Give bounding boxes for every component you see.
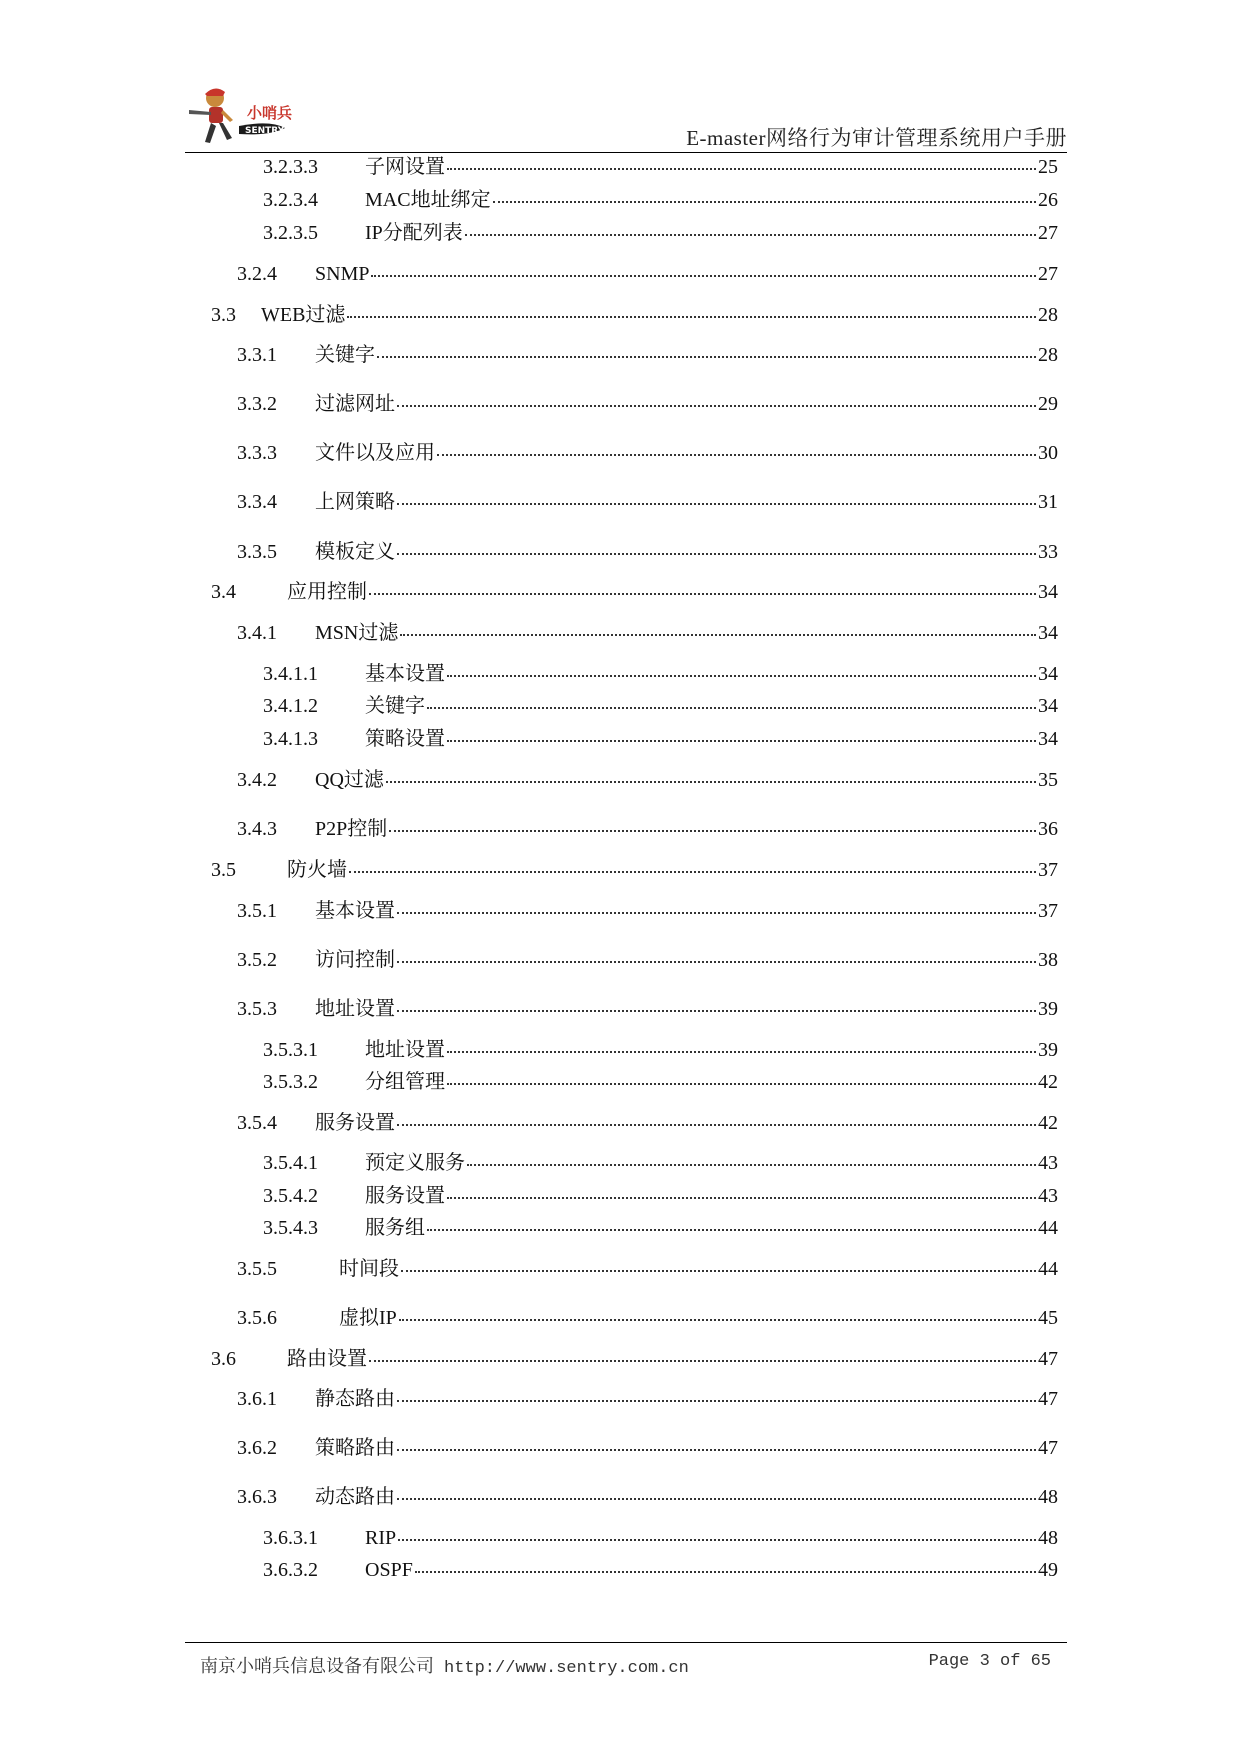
toc-leader-dots [427,1229,1036,1231]
toc-leader-dots [447,1197,1036,1199]
toc-number: 3.5.4.1 [263,1152,318,1174]
toc-number: 3.5.3 [237,998,277,1020]
toc-page-number: 48 [1038,1527,1058,1549]
toc-number: 3.3.2 [237,393,277,415]
toc-number: 3.6.3 [237,1486,277,1508]
toc-title: 静态路由 [315,1388,395,1410]
toc-leader-dots [437,454,1036,456]
toc-page-number: 36 [1038,818,1058,840]
toc-number: 3.5.6 [237,1307,277,1329]
toc-number: 3.2.4 [237,263,277,285]
toc-title: QQ过滤 [315,769,384,791]
toc-number: 3.5 [211,859,236,881]
toc-page-number: 34 [1038,695,1058,717]
toc-entry[interactable] [237,390,1058,418]
toc-page-number: 27 [1038,263,1058,285]
toc-title: IP分配列表 [365,222,463,244]
toc-entry[interactable] [263,153,1058,181]
toc-number: 3.2.3.3 [263,156,318,178]
toc-leader-dots [415,1571,1036,1573]
toc-number: 3.3.3 [237,442,277,464]
toc-page-number: 49 [1038,1559,1058,1581]
toc-entry[interactable] [237,1385,1058,1413]
toc-leader-dots [397,405,1036,407]
toc-leader-dots [369,1360,1036,1362]
toc-entry[interactable] [211,1345,1058,1373]
toc-page-number: 48 [1038,1486,1058,1508]
toc-title: 虚拟IP [339,1307,397,1329]
toc-number: 3.4.1.1 [263,663,318,685]
toc-page-number: 44 [1038,1217,1058,1239]
toc-leader-dots [397,1010,1036,1012]
toc-title: 过滤网址 [315,393,395,415]
toc-leader-dots [397,1400,1036,1402]
toc-title: 关键字 [315,344,375,366]
toc-entry[interactable] [263,1182,1058,1210]
toc-number: 3.5.4 [237,1112,277,1134]
toc-entry[interactable] [263,1149,1058,1177]
toc-title: 基本设置 [365,663,445,685]
company-name: 南京小哨兵信息设备有限公司 [200,1656,434,1676]
toc-entry[interactable] [263,1556,1058,1584]
toc-entry[interactable] [237,538,1058,566]
toc-entry[interactable] [237,1304,1058,1332]
toc-page-number: 28 [1038,344,1058,366]
toc-entry[interactable] [237,995,1058,1023]
toc-entry[interactable] [237,815,1058,843]
toc-leader-dots [427,707,1036,709]
toc-title: 基本设置 [315,900,395,922]
toc-number: 3.5.5 [237,1258,277,1280]
toc-leader-dots [447,1051,1036,1053]
toc-number: 3.6.3.1 [263,1527,318,1549]
toc-page-number: 37 [1038,900,1058,922]
toc-number: 3.6 [211,1348,236,1370]
toc-leader-dots [467,1164,1036,1166]
toc-entry[interactable] [237,1483,1058,1511]
toc-title: 策略设置 [365,728,445,750]
toc-number: 3.5.2 [237,949,277,971]
toc-leader-dots [397,1498,1036,1500]
toc-leader-dots [369,593,1036,595]
toc-entry[interactable] [237,766,1058,794]
toc-leader-dots [386,781,1036,783]
toc-page-number: 43 [1038,1185,1058,1207]
toc-page-number: 45 [1038,1307,1058,1329]
toc-leader-dots [347,316,1036,318]
toc-number: 3.4.3 [237,818,277,840]
toc-number: 3.4.2 [237,769,277,791]
toc-title: 路由设置 [287,1348,367,1370]
toc-page-number: 34 [1038,663,1058,685]
toc-page-number: 34 [1038,581,1058,603]
toc-page-number: 47 [1038,1348,1058,1370]
toc-page-number: 33 [1038,541,1058,563]
toc-title: 防火墙 [287,859,347,881]
toc-entry[interactable] [237,1109,1058,1137]
toc-page-number: 26 [1038,189,1058,211]
toc-number: 3.3.1 [237,344,277,366]
toc-leader-dots [397,553,1036,555]
toc-leader-dots [397,503,1036,505]
toc-title: MAC地址绑定 [365,189,491,211]
toc-title: 预定义服务 [365,1152,465,1174]
toc-number: 3.5.4.3 [263,1217,318,1239]
toc-title: SNMP [315,263,370,285]
toc-leader-dots [397,1124,1036,1126]
toc-page-number: 31 [1038,491,1058,513]
toc-title: 访问控制 [315,949,395,971]
toc-number: 3.2.3.4 [263,189,318,211]
toc-entry[interactable] [211,301,1058,329]
toc-page-number: 42 [1038,1112,1058,1134]
toc-page-number: 30 [1038,442,1058,464]
toc-leader-dots [397,961,1036,963]
toc-page-number: 44 [1038,1258,1058,1280]
toc-entry[interactable] [211,578,1058,606]
toc-entry[interactable] [263,1068,1058,1096]
toc-leader-dots [397,912,1036,914]
toc-entry[interactable] [263,186,1058,214]
toc-page-number: 39 [1038,1039,1058,1061]
toc-number: 3.5.4.2 [263,1185,318,1207]
footer-company [200,1652,689,1678]
toc-entry[interactable] [263,725,1058,753]
toc-title: MSN过滤 [315,622,399,644]
toc-leader-dots [349,871,1036,873]
toc-title: 模板定义 [315,541,395,563]
toc-page-number: 34 [1038,728,1058,750]
toc-leader-dots [389,830,1036,832]
toc-title: 分组管理 [365,1071,445,1093]
page-number: Page 3 of 65 [928,1652,1051,1671]
toc-leader-dots [399,1319,1036,1321]
toc-number: 3.2.3.5 [263,222,318,244]
toc-page-number: 47 [1038,1437,1058,1459]
toc-leader-dots [447,675,1036,677]
toc-entry[interactable] [263,1036,1058,1064]
toc-entry[interactable] [237,1255,1058,1283]
toc-entry[interactable] [263,219,1058,247]
toc-title: 关键字 [365,695,425,717]
toc-title: 子网设置 [365,156,445,178]
toc-title: OSPF [365,1559,413,1581]
toc-number: 3.4 [211,581,236,603]
toc-page-number: 47 [1038,1388,1058,1410]
toc-leader-dots [465,234,1036,236]
toc-page-number: 28 [1038,304,1058,326]
toc-number: 3.3 [211,304,236,326]
toc-number: 3.5.3.1 [263,1039,318,1061]
toc-title: 服务设置 [315,1112,395,1134]
toc-leader-dots [401,1270,1036,1272]
toc-title: 地址设置 [315,998,395,1020]
toc-entry[interactable] [237,1434,1058,1462]
toc-page-number: 43 [1038,1152,1058,1174]
toc-entry[interactable] [237,619,1058,647]
toc-leader-dots [397,1449,1036,1451]
toc-entry[interactable] [263,1524,1058,1552]
toc-page-number: 38 [1038,949,1058,971]
toc-entry[interactable] [237,439,1058,467]
toc-page-number: 35 [1038,769,1058,791]
toc-entry[interactable] [237,260,1058,288]
toc-number: 3.4.1 [237,622,277,644]
toc-leader-dots [398,1539,1036,1541]
toc-entry[interactable] [237,341,1058,369]
toc-title: WEB过滤 [261,304,346,326]
toc-number: 3.4.1.3 [263,728,318,750]
toc-entry[interactable] [237,946,1058,974]
footer-divider [185,1642,1067,1643]
toc-leader-dots [447,1083,1036,1085]
toc-number: 3.6.1 [237,1388,277,1410]
toc-title: 服务设置 [365,1185,445,1207]
toc-entry[interactable] [237,488,1058,516]
logo-text-en: SENTRY [245,126,285,136]
toc-page-number: 34 [1038,622,1058,644]
toc-number: 3.4.1.2 [263,695,318,717]
toc-leader-dots [400,634,1036,636]
toc-entry[interactable] [211,856,1058,884]
toc-page-number: 37 [1038,859,1058,881]
toc-title: 地址设置 [365,1039,445,1061]
logo-text-cn: 小哨兵 [247,104,293,122]
toc-page-number: 25 [1038,156,1058,178]
toc-title: 服务组 [365,1217,425,1239]
toc-number: 3.5.1 [237,900,277,922]
manual-title: E-master网络行为审计管理系统用户手册 [686,126,1067,150]
toc-leader-dots [493,201,1036,203]
toc-entry[interactable] [263,692,1058,720]
toc-title: 文件以及应用 [315,442,435,464]
toc-page-number: 29 [1038,393,1058,415]
toc-number: 3.6.2 [237,1437,277,1459]
toc-page-number: 27 [1038,222,1058,244]
toc-title: 策略路由 [315,1437,395,1459]
toc-entry[interactable] [263,1214,1058,1242]
toc-leader-dots [371,275,1036,277]
toc-title: RIP [365,1527,397,1549]
toc-leader-dots [447,168,1036,170]
toc-entry[interactable] [263,660,1058,688]
toc-page-number: 39 [1038,998,1058,1020]
toc-title: 时间段 [339,1258,399,1280]
toc-title: 上网策略 [315,491,395,513]
company-url[interactable]: http://www.sentry.com.cn [444,1659,689,1678]
toc-number: 3.3.4 [237,491,277,513]
toc-title: 应用控制 [287,581,367,603]
toc-leader-dots [447,740,1036,742]
toc-leader-dots [377,356,1036,358]
toc-title: 动态路由 [315,1486,395,1508]
toc-number: 3.5.3.2 [263,1071,318,1093]
toc-page-number: 42 [1038,1071,1058,1093]
toc-title: P2P控制 [315,818,388,840]
toc-number: 3.6.3.2 [263,1559,318,1581]
toc-entry[interactable] [237,897,1058,925]
toc-number: 3.3.5 [237,541,277,563]
